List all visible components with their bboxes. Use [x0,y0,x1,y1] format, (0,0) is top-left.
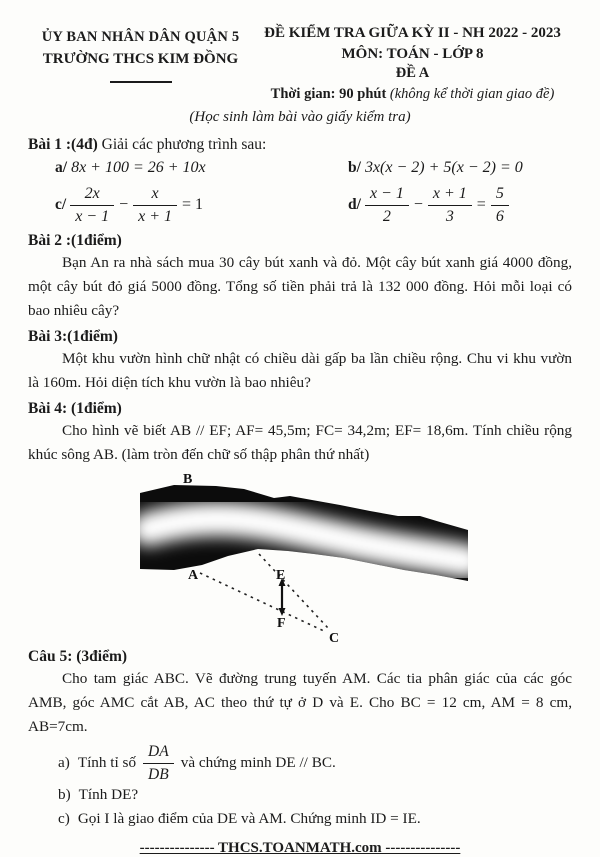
item-c-text: Gọi I là giao điểm của DE và AM. Chứng minh ID = IE. [77,810,421,827]
equation-d-label: d/ [348,196,361,213]
problem-2-body: Bạn An ra nhà sách mua 30 cây bút xanh và đỏ. Một cây bút xanh giá 4000 đồng, một cây bút đỏ giá 5000 đồng. Tổng số tiền phải trả là 132 000 đồng. Hỏi mỗi loại có bao nhiêu cây? [28,254,572,319]
problem-5-item-c [58,808,572,830]
exam-title: ĐỀ KIỂM TRA GIỮA KỲ II - NH 2022 - 2023 [264,25,561,41]
fraction [133,185,177,225]
fraction-numerator: x + 1 [428,185,472,206]
point-label-e: E [276,568,286,583]
fraction-denominator: DB [148,765,169,783]
point-label-f: F [277,616,286,631]
problem-5-body: Cho tam giác ABC. Vẽ đường trung tuyến AM. Các tia phân giác của các góc AMB, góc AMC cắt AB, AC theo thứ tự ở D và E. Cho BC = 12 cm, AM = 8 cm, AB=7cm. [28,670,572,735]
item-c-label: c) [58,810,70,827]
fraction-da-db [143,743,174,782]
problem-1-instruction: Giải các phương trình sau: [97,136,267,153]
exam-duration-italic: (không kể thời gian giao đề) [389,86,555,102]
minus-operator: − [119,195,129,213]
equals-operator: = [476,195,486,213]
problem-5-heading: Câu 5: (3điểm) [28,648,128,665]
problem-4-heading: Bài 4: (1điểm) [28,400,122,417]
school-name: TRƯỜNG THCS KIM ĐỒNG [42,51,239,67]
river-figure-svg [132,469,492,645]
equation-d [300,185,572,225]
fraction-denominator: 2 [382,208,391,225]
item-b-text: Tính DE? [78,786,139,803]
equation-row-2 [28,185,572,225]
fraction-numerator: x [133,185,177,206]
point-label-a: A [188,568,199,583]
equation-c-expression [70,185,208,225]
equation-c [28,185,300,225]
problem-3-heading: Bài 3:(1điểm) [28,328,118,345]
fraction-denominator: 3 [445,208,454,225]
equation-row-1 [28,159,572,177]
equation-a-expression: 8x + 100 = 26 + 10x [71,159,206,176]
problem-2-heading: Bài 2 :(1điểm) [28,232,122,249]
fraction-denominator: 6 [495,208,504,225]
header-exam-block [253,24,572,104]
fraction [428,185,472,225]
exam-variant: ĐỀ A [395,65,430,81]
fraction [365,185,409,225]
footer-source: --------------- THCS.TOANMATH.com --------------- [139,840,461,856]
item-a-label: a) [58,753,70,771]
problem-5-item-a [58,743,572,782]
fraction-denominator: x − 1 [75,208,110,225]
river-figure [132,469,492,645]
header-school-block [28,24,253,104]
fraction-numerator: 5 [491,185,509,206]
problem-5-item-b [58,784,572,806]
fraction [491,185,509,225]
fraction-numerator: x − 1 [365,185,409,206]
minus-operator: − [413,195,423,213]
fraction-numerator: DA [143,743,174,764]
equation-b [300,159,572,177]
sight-line-b-c [259,554,328,628]
fraction [70,185,114,225]
item-b-label: b) [58,786,71,803]
exam-duration [253,85,572,104]
item-a-pre-text: Tính tỉ số [77,753,137,771]
exam-subject: MÔN: TOÁN - LỚP 8 [341,46,484,62]
problem-4-body: Cho hình vẽ biết AB // EF; AF= 45,5m; FC= 34,2m; EF= 18,6m. Tính chiều rộng khúc sông AB. (làm tròn đến chữ số thập phân thứ nhất) [28,422,572,463]
exam-note: (Học sinh làm bài vào giấy kiểm tra) [189,109,411,125]
sight-line-a-c [200,573,326,632]
equation-b-expression: 3x(x − 2) + 5(x − 2) = 0 [364,159,523,176]
fraction-denominator: x + 1 [138,208,173,225]
equation-d-expression [365,185,509,225]
equation-rhs: = 1 [182,195,204,213]
equation-b-label: b/ [348,159,361,176]
problem-1-heading [28,135,572,155]
problem-3-body: Một khu vườn hình chữ nhật có chiều dài gấp ba lần chiều rộng. Chu vi khu vườn là 160m. Hỏi diện tích khu vườn là bao nhiêu? [28,350,572,391]
equation-a [28,159,300,177]
equation-a-label: a/ [55,159,68,176]
point-label-c: C [329,631,340,645]
problem-1-number: Bài 1 :(4đ) [28,136,98,153]
equation-c-label: c/ [55,196,67,213]
point-label-b: B [183,472,193,487]
district-name: ỦY BAN NHÂN DÂN QUẬN 5 [41,29,240,45]
exam-duration-bold: Thời gian: 90 phút [270,86,387,102]
header [28,24,572,104]
header-divider-line [110,81,172,83]
item-a-post-text: và chứng minh DE // BC. [180,753,336,771]
fraction-numerator: 2x [70,185,114,206]
